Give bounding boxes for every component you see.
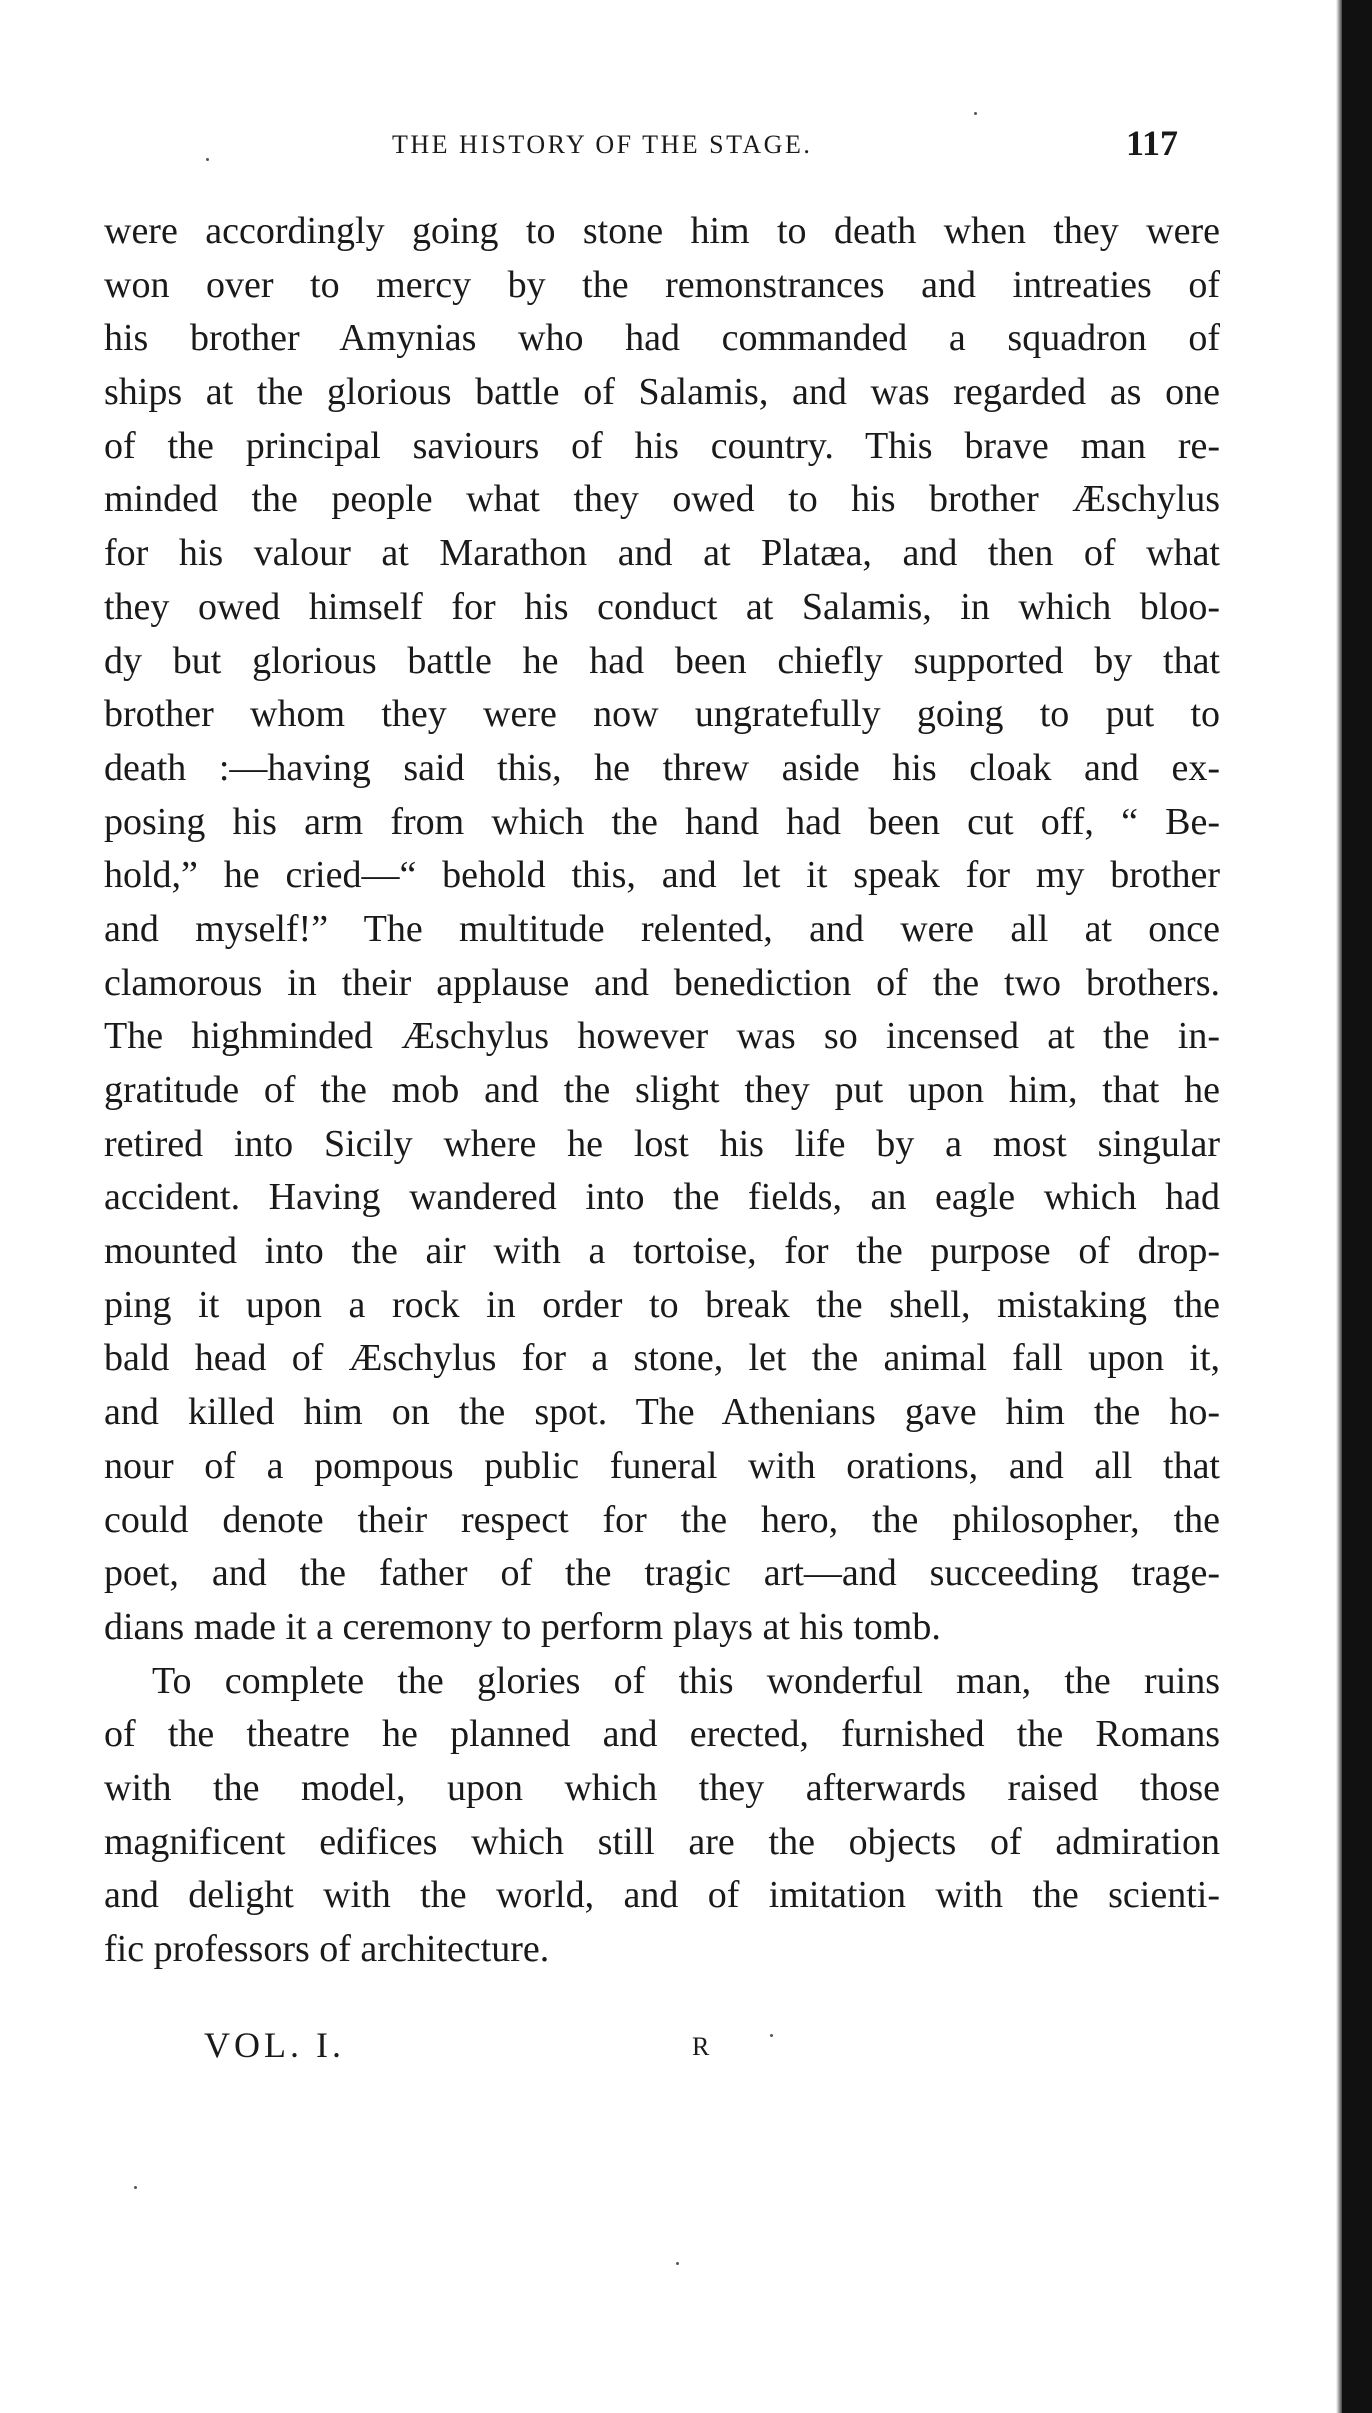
- paper-speck: [134, 2186, 137, 2189]
- text-line: of the principal saviours of his country. This brave man re-: [104, 424, 1220, 467]
- text-line: death :—having said this, he threw aside his cloak and ex-: [104, 746, 1220, 789]
- text-line: clamorous in their applause and benediction of the two brothers.: [104, 961, 1220, 1004]
- text-line: The highminded Æschylus however was so incensed at the in-: [104, 1015, 1220, 1058]
- text-line: were accordingly going to stone him to death when they were: [104, 210, 1220, 252]
- text-line: of the theatre he planned and erected, furnished the Romans: [104, 1713, 1220, 1756]
- text-line: gratitude of the mob and the slight they put upon him, that he: [104, 1069, 1220, 1111]
- text-line: for his valour at Marathon and at Platæa, and then of what: [104, 532, 1220, 575]
- text-line: bald head of Æschylus for a stone, let the animal fall upon it,: [104, 1337, 1220, 1380]
- text-line: dians made it a ceremony to perform plays at his tomb.: [104, 1605, 941, 1648]
- text-line: his brother Amynias who had commanded a squadron of: [104, 317, 1220, 360]
- text-line: hold,” he cried—“ behold this, and let it speak for my brother: [104, 854, 1220, 897]
- body-text: [104, 205, 1220, 1977]
- text-line: mounted into the air with a tortoise, for the purpose of drop-: [104, 1230, 1220, 1273]
- text-line: ships at the glorious battle of Salamis, and was regarded as one: [104, 371, 1220, 414]
- text-line: won over to mercy by the remonstrances and intreaties of: [104, 263, 1220, 306]
- text-line: brother whom they were now ungratefully going to put to: [104, 693, 1220, 736]
- paragraph-1: [104, 205, 1220, 1655]
- page-number: 117: [1126, 123, 1179, 163]
- text-line: with the model, upon which they afterwards raised those: [104, 1766, 1220, 1809]
- text-line: they owed himself for his conduct at Salamis, in which bloo-: [104, 585, 1220, 628]
- text-line: minded the people what they owed to his brother Æschylus: [104, 478, 1220, 521]
- paper-speck: [206, 158, 209, 161]
- volume-signature: VOL. I.: [204, 2025, 345, 2065]
- page-header: [392, 122, 1192, 172]
- book-binding-edge: [1342, 0, 1372, 2413]
- text-line: retired into Sicily where he lost his life by a most singular: [104, 1122, 1220, 1165]
- running-head: THE HISTORY OF THE STAGE.: [392, 130, 813, 159]
- text-line: could denote their respect for the hero, the philosopher, the: [104, 1498, 1220, 1541]
- paper-speck: [770, 2034, 773, 2037]
- paper-speck: [974, 112, 977, 115]
- text-line: dy but glorious battle he had been chiefly supported by that: [104, 639, 1220, 682]
- text-line: posing his arm from which the hand had been cut off, “ Be-: [104, 800, 1220, 843]
- text-line: nour of a pompous public funeral with orations, and all that: [104, 1444, 1220, 1487]
- text-line: poet, and the father of the tragic art—and succeeding trage-: [104, 1552, 1220, 1595]
- text-line: fic professors of architecture.: [104, 1928, 550, 1970]
- text-line: and delight with the world, and of imitation with the scienti-: [104, 1874, 1220, 1917]
- text-line: and killed him on the spot. The Athenians gave him the ho-: [104, 1391, 1220, 1434]
- text-line: magnificent edifices which still are the objects of admiration: [104, 1820, 1220, 1863]
- text-line: and myself!” The multitude relented, and were all at once: [104, 907, 1220, 950]
- text-line: ping it upon a rock in order to break the shell, mistaking the: [104, 1283, 1220, 1326]
- text-line: To complete the glories of this wonderful man, the ruins: [152, 1659, 1220, 1702]
- text-line: accident. Having wandered into the fields, an eagle which had: [104, 1176, 1220, 1219]
- signature-mark: R: [692, 2032, 710, 2061]
- paragraph-2: [104, 1655, 1220, 1977]
- page-footer: [204, 2024, 804, 2084]
- paper-speck: [676, 2262, 679, 2265]
